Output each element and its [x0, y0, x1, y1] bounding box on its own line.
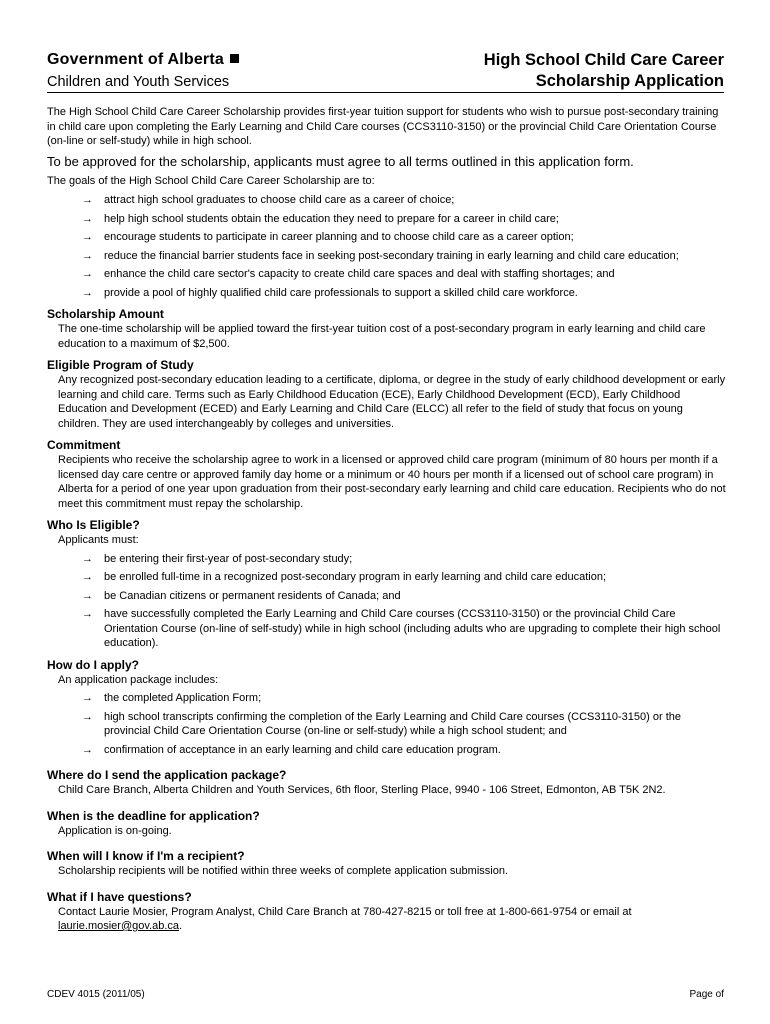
list-item: → provide a pool of highly qualified child care professionals to support a skilled child care workforce.	[82, 286, 578, 299]
list-item: → the completed Application Form;	[82, 692, 262, 704]
arrow-icon: →	[82, 710, 93, 723]
section-heading: What if I have questions?	[47, 889, 192, 904]
arrow-icon: →	[82, 212, 93, 225]
list-item: → attract high school graduates to choose child care as a career of choice;	[82, 194, 455, 206]
section-scholarship-amount	[47, 306, 727, 351]
org-name: Government of Alberta	[47, 51, 239, 69]
form-title-line2: Scholarship Application	[535, 72, 724, 90]
email-link[interactable]: laurie.mosier@gov.ab.ca	[58, 920, 180, 932]
section-questions	[47, 889, 727, 934]
arrow-icon: →	[82, 286, 93, 299]
document-body	[47, 105, 727, 934]
list-item: → confirmation of acceptance in an early learning and child care education program.	[82, 743, 501, 756]
section-text: The one-time scholarship will be applied toward the first-year tuition cost of a post-secondary program in early learning and child care education to a maximum of $2,500.	[58, 323, 706, 350]
section-how-apply	[47, 657, 727, 758]
section-heading: Where do I send the application package?	[47, 768, 287, 782]
intro-paragraph: The High School Child Care Career Scholarship provides first-year tuition support for students who wish to pursue post-secondary training in child care upon completing the Early Learning and Child Care courses (CCS3110-3150) or the provincial Child Care Orientation Course (on-line or self-study) while in high school.	[47, 106, 719, 147]
page-header	[47, 48, 724, 93]
arrow-icon: →	[82, 552, 93, 565]
section-text: Contact Laurie Mosier, Program Analyst, Child Care Branch at 780-427-8215 or toll free at 1-800-661-9754 or email at laurie.mosier@gov.ab.ca.	[58, 905, 632, 932]
eligibility-list	[47, 552, 727, 651]
arrow-icon: →	[82, 743, 93, 756]
list-item: → enhance the child care sector's capacity to create child care spaces and deal with staffing shortages; and	[82, 268, 615, 280]
section-text: Application is on-going.	[58, 824, 172, 837]
section-commitment	[47, 437, 727, 511]
section-heading: Commitment	[47, 438, 121, 452]
section-heading: When is the deadline for application?	[47, 808, 260, 823]
section-where-send	[47, 767, 727, 798]
list-item: → high school transcripts confirming the completion of the Early Learning and Child Care courses (CCS3110-3150) or the provincial Child Care Orientation Course (on-line or self-study) while a high school student; and	[82, 710, 681, 737]
list-item: → be entering their first-year of post-secondary study;	[82, 552, 353, 565]
form-title-line1: High School Child Care Career	[483, 51, 724, 69]
section-heading: When will I know if I'm a recipient?	[47, 849, 245, 863]
section-eligible-program	[47, 357, 727, 431]
arrow-icon: →	[82, 249, 93, 262]
form-code: CDEV 4015 (2011/05)	[47, 989, 145, 1000]
arrow-icon: →	[82, 231, 93, 243]
section-heading: Eligible Program of Study	[47, 358, 194, 372]
goals-lead: The goals of the High School Child Care Career Scholarship are to:	[47, 174, 375, 187]
section-text: Recipients who receive the scholarship agree to work in a licensed or approved child care program (minimum of 80 hours per month if a licensed day care centre or approved family day home or a minimum or 40 hours per month if a licensed out of school care program) in Alberta for a period of one year upon graduation from their post-secondary early learning and child care education. Recipients who do not meet this commitment must repay the scholarship.	[58, 454, 726, 510]
list-item: → be enrolled full-time in a recognized post-secondary program in early learning and child care education;	[82, 571, 607, 583]
section-heading: Scholarship Amount	[47, 307, 164, 321]
section-text: Child Care Branch, Alberta Children and Youth Services, 6th floor, Sterling Place, 9940 - 106 Street, Edmonton, AB T5K 2N2.	[58, 784, 666, 796]
section-notification	[47, 848, 727, 879]
approval-note: To be approved for the scholarship, applicants must agree to all terms outlined in this application form.	[47, 153, 634, 169]
list-item: → be Canadian citizens or permanent residents of Canada; and	[82, 589, 401, 602]
goals-list	[47, 193, 727, 300]
list-item: → help high school students obtain the education they need to prepare for a career in child care;	[82, 212, 559, 225]
section-heading: Who Is Eligible?	[47, 518, 140, 532]
section-who-eligible	[47, 517, 727, 651]
section-text: Scholarship recipients will be notified within three weeks of complete application submission.	[58, 865, 509, 877]
application-package-list	[47, 691, 727, 757]
section-lead: Applicants must:	[58, 534, 139, 546]
section-deadline	[47, 808, 727, 839]
list-item: → encourage students to participate in career planning and to choose child care as a career option;	[82, 231, 574, 243]
section-heading: How do I apply?	[47, 657, 139, 672]
section-text: Any recognized post-secondary education leading to a certificate, diploma, or degree in the study of early childhood development or early learning and child care. Terms such as Early Childhood Education (ECE), Early Childhood Development (ECD), Early Childhood Education and Development (ECED) and Early Learning and Child Care (ELCC) all refer to the field of study that focus on young children. They are used interchangeably by colleges and universities.	[58, 374, 726, 430]
list-item: → reduce the financial barrier students face in seeking post-secondary training in early learning and child care education;	[82, 249, 679, 262]
arrow-icon: →	[82, 268, 93, 280]
arrow-icon: →	[82, 589, 93, 602]
section-lead: An application package includes:	[58, 673, 219, 686]
department-name: Children and Youth Services	[47, 74, 230, 90]
list-item: → have successfully completed the Early Learning and Child Care courses (CCS3110-3150) or the provincial Child Care Orientation Course (on-line of self-study) while in high school (including adults who are upgrading to complete their high school education).	[82, 608, 721, 649]
logo-square-icon	[230, 54, 239, 63]
page-number: Page of	[689, 989, 724, 1000]
arrow-icon: →	[82, 608, 93, 620]
arrow-icon: →	[82, 571, 93, 583]
arrow-icon: →	[82, 692, 93, 704]
arrow-icon: →	[82, 194, 93, 206]
